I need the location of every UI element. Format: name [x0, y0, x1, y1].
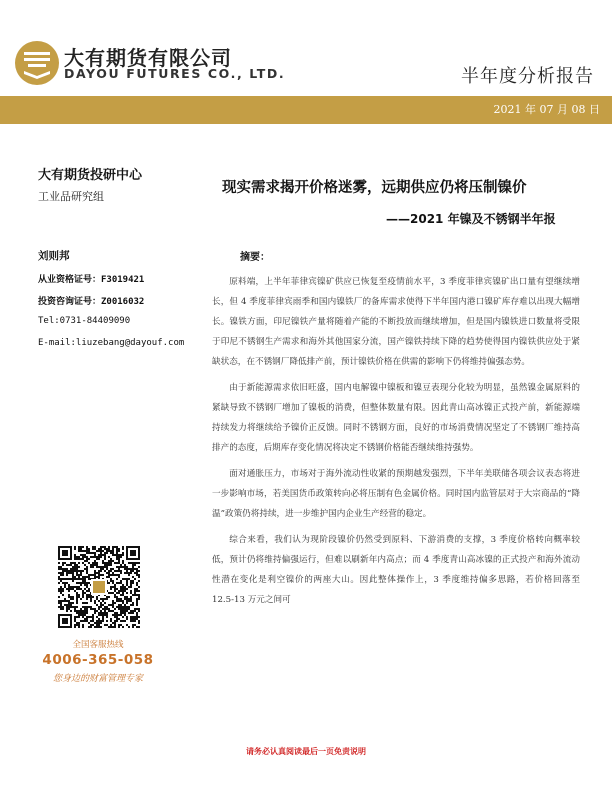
abstract-label: 摘要： [240, 252, 270, 263]
analyst-email: E-mail:liuzebang@dayouf.com [38, 338, 185, 348]
qr-code-icon [58, 546, 140, 628]
consulting-number: 投资咨询证号：Z0016032 [38, 297, 145, 307]
abstract-body [212, 272, 580, 616]
abstract-paragraph: 由于新能源需求依旧旺盛，国内电解镍中镍板和镍豆表现分化较为明显，虽然镍金属原料的紧缺导致不锈钢厂增加了镍板的消费，但整体数量有限。因此青山高冰镍正式投产前，新能源端持续发力将继续给予镍价正反馈。同时不锈钢方面，良好的市场消费情况坚定了不锈钢厂维持高排产的态度，后期库存变化情况将决定不锈钢价格能否继续维持强势。 [212, 383, 580, 453]
disclaimer-note: 请务必认真阅读最后一页免责说明 [246, 747, 366, 756]
report-date: 2021 年 07 月 08 日 [493, 103, 600, 116]
qualification-number: 从业资格证号：F3019421 [38, 275, 145, 285]
report-subtitle: ——2021 年镍及不锈钢半年报 [386, 212, 556, 226]
hotline-label: 全国客服热线 [72, 640, 124, 650]
research-center: 大有期货投研中心 [38, 168, 143, 183]
report-title: 现实需求揭开价格迷雾，远期供应仍将压制镍价 [222, 180, 527, 196]
report-type-title: 半年度分析报告 [461, 66, 594, 87]
company-name-cn: 大有期货有限公司 [64, 46, 232, 70]
analyst-phone: Tel:0731-84409090 [38, 316, 131, 326]
research-group: 工业品研究组 [38, 190, 104, 203]
hotline-number: 4006-365-058 [42, 652, 154, 668]
abstract-paragraph: 原料端，上半年菲律宾镍矿供应已恢复至疫情前水平，3 季度菲律宾镍矿出口量有望继续增长，但 4 季度菲律宾雨季和国内镍铁厂的备库需求使得下半年国内港口镍矿库存难以出现大幅增长。镍铁方面，印尼镍铁产量将随着产能的不断投放而继续增加，但是国内镍铁进口数量将受限于印尼不锈钢生产需求和海外其他国家分流，国产镍铁持续下降的趋势使得国内镍铁供应处于紧缺状态，在不锈钢厂降低排产前，预计镍铁价格在供需的影响下仍将维持偏强态势。 [212, 277, 580, 367]
company-slogan: 您身边的财富管理专家 [52, 674, 143, 684]
analyst-name: 刘则邦 [38, 250, 70, 262]
company-logo-icon [14, 40, 60, 86]
abstract-paragraph: 面对通胀压力，市场对于海外流动性收紧的预期越发强烈，下半年美联储各项会议表态将进一步影响市场，若美国货币政策转向必将压制有色金属价格。同时国内监管层对于大宗商品的“降温”政策仍将持续，进一步维护国内企业生产经营的稳定。 [212, 469, 580, 519]
abstract-paragraph: 综合来看，我们认为现阶段镍价仍然受到原料、下游消费的支撑，3 季度价格转向概率较低，预计仍将维持偏强运行，但难以刷新年内高点；而 4 季度青山高冰镍的正式投产和海外流动性潜在变化是利空镍价的两座大山。因此整体操作上，3 季度维持偏多思路，若价格回落至 12.5-13 万元之间可 [212, 535, 580, 605]
company-name-en: DAYOU FUTURES CO., LTD. [64, 66, 286, 81]
